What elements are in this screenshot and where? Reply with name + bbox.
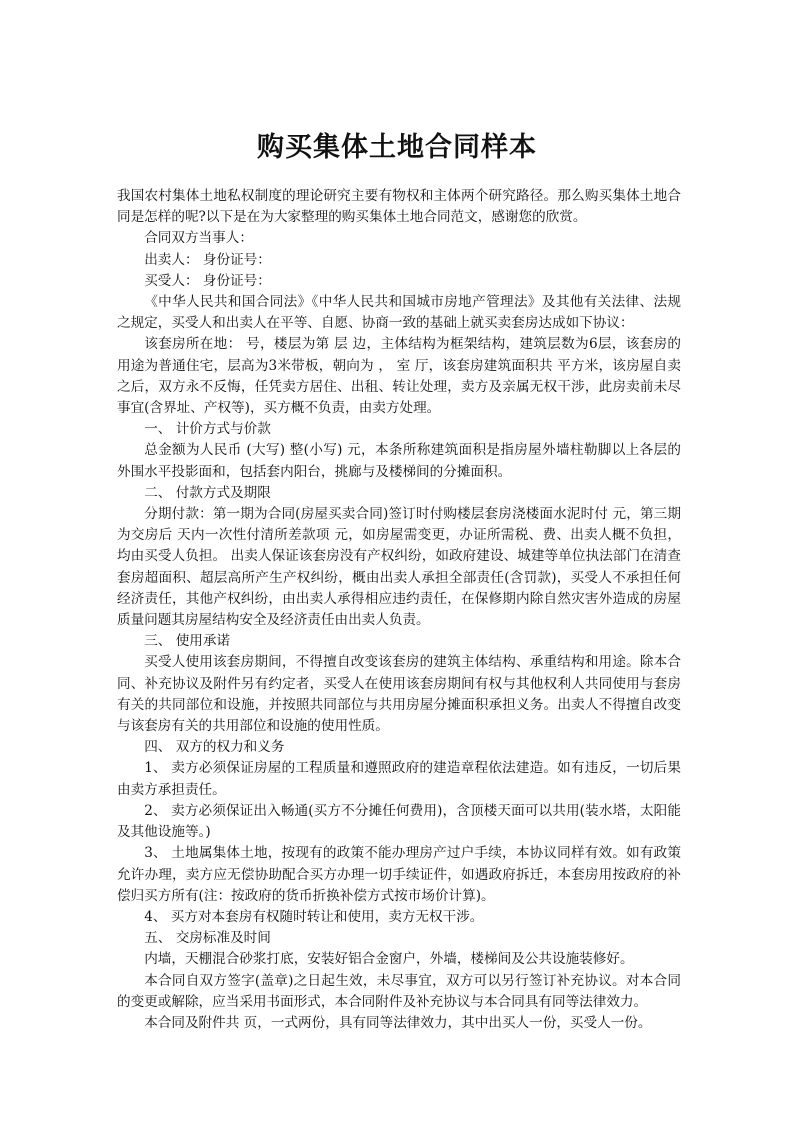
property-location-paragraph: 该套房所在地： 号，楼层为第 层 边，主体结构为框架结构，建筑层数为6层，该套房的用途为普通住宅，层高为3米带板，朝向为 ， 室 厅，该套房建筑面积共 平方米，该房屋自卖之后，双方永不反悔，任凭卖方居住、出租、转让处理，卖方及亲属无权干涉，此房卖前未尽事宜(含界址、产权等)，买方概不负责，由卖方处理。 [117, 336, 681, 417]
section-heading-usage: 三、 使用承诺 [144, 633, 231, 650]
document-body [117, 186, 681, 1034]
pricing-paragraph: 总金额为人民币 (大写) 整(小写) 元，本条所称建筑面积是指房屋外墙柱勒脚以上各层的外围水平投影面和，包括套内阳台，挑廊与及楼梯间的分摊面积。 [117, 442, 681, 480]
document-title: 购买集体土地合同样本 [257, 132, 537, 163]
rights-item-3: 3、 土地属集体土地，按现有的政策不能办理房产过户手续，本协议同样有效。如有政策允许办理，卖方应无偿协助配合买方办理一切手续证件，如遇政府拆迁，本套房用按政府的补偿归买方所有(注：按政府的货币折换补偿方式按市场价计算)。 [117, 845, 681, 904]
effectiveness-paragraph: 本合同自双方签字(盖章)之日起生效，未尽事宜，双方可以另行签订补充协议。对本合同的变更或解除，应当采用书面形式，本合同附件及补充协议与本合同具有同等法律效力。 [117, 972, 681, 1010]
rights-item-4: 4、 买方对本套房有权随时转让和使用，卖方无权干涉。 [144, 908, 484, 925]
intro-paragraph: 我国农村集体土地私权制度的理论研究主要有物权和主体两个研究路径。那么购买集体土地合同是怎样的呢?以下是在为大家整理的购买集体土地合同范文，感谢您的欣赏。 [117, 188, 681, 226]
usage-paragraph: 买受人使用该套房期间，不得擅自改变该套房的建筑主体结构、承重结构和用途。除本合同、补充协议及附件另有约定者，买受人在使用该套房期间有权与其他权利人共同使用与套房有关的共同部位和设施，并按照共同部位与共用房屋分摊面积承担义务。出卖人不得擅自改变与该套房有关的共用部位和设施的使用性质。 [117, 654, 681, 735]
section-heading-rights: 四、 双方的权力和义务 [144, 739, 285, 756]
seller-line: 出卖人： 身份证号： [144, 251, 271, 268]
buyer-line: 买受人： 身份证号： [144, 272, 271, 289]
parties-label: 合同双方当事人： [144, 230, 253, 247]
payment-paragraph: 分期付款：第一期为合同(房屋买卖合同)签订时付购楼层套房浇楼面水泥时付 元，第三期为交房后 天内一次性付清所差款项 元，如房屋需变更，办证所需税、费、出卖人概不负担，均由买受人负担。 出卖人保证该套房没有产权纠纷，如政府建设、城建等单位执法部门在清查套房超面积、超层高所产生产权纠纷，概由出卖人承担全部责任(含罚款)，买受人不承担任何经济责任，其他产权纠纷，由出卖人承得相应违约责任，在保修期内除自然灾害外造成的房屋质量问题其房屋结构安全及经济责任由出卖人负责。 [117, 506, 681, 629]
legal-basis-paragraph: 《中华人民共和国合同法》《中华人民共和国城市房地产管理法》及其他有关法律、法规之规定，买受人和出卖人在平等、自愿、协商一致的基础上就买卖套房达成如下协议： [117, 294, 681, 332]
handover-paragraph: 内墙，天棚混合砂浆打底，安装好铝合金窗户，外墙，楼梯间及公共设施装修好。 [144, 951, 634, 968]
rights-item-2: 2、 卖方必须保证出入畅通(买方不分摊任何费用)，含顶楼天面可以共用(装水塔，太阳能及其他设施等。) [117, 802, 681, 841]
rights-item-1: 1、 卖方必须保证房屋的工程质量和遵照政府的建造章程依法建造。如有违反，一切后果由卖方承担责任。 [117, 760, 681, 798]
copies-paragraph: 本合同及附件共 页，一式两份，具有同等法律效力，其中出买人一份，买受人一份。 [144, 1014, 652, 1031]
section-heading-payment: 二、 付款方式及期限 [144, 484, 271, 501]
section-heading-handover: 五、 交房标准及时间 [144, 930, 271, 947]
section-heading-pricing: 一、 计价方式与价款 [144, 421, 271, 438]
